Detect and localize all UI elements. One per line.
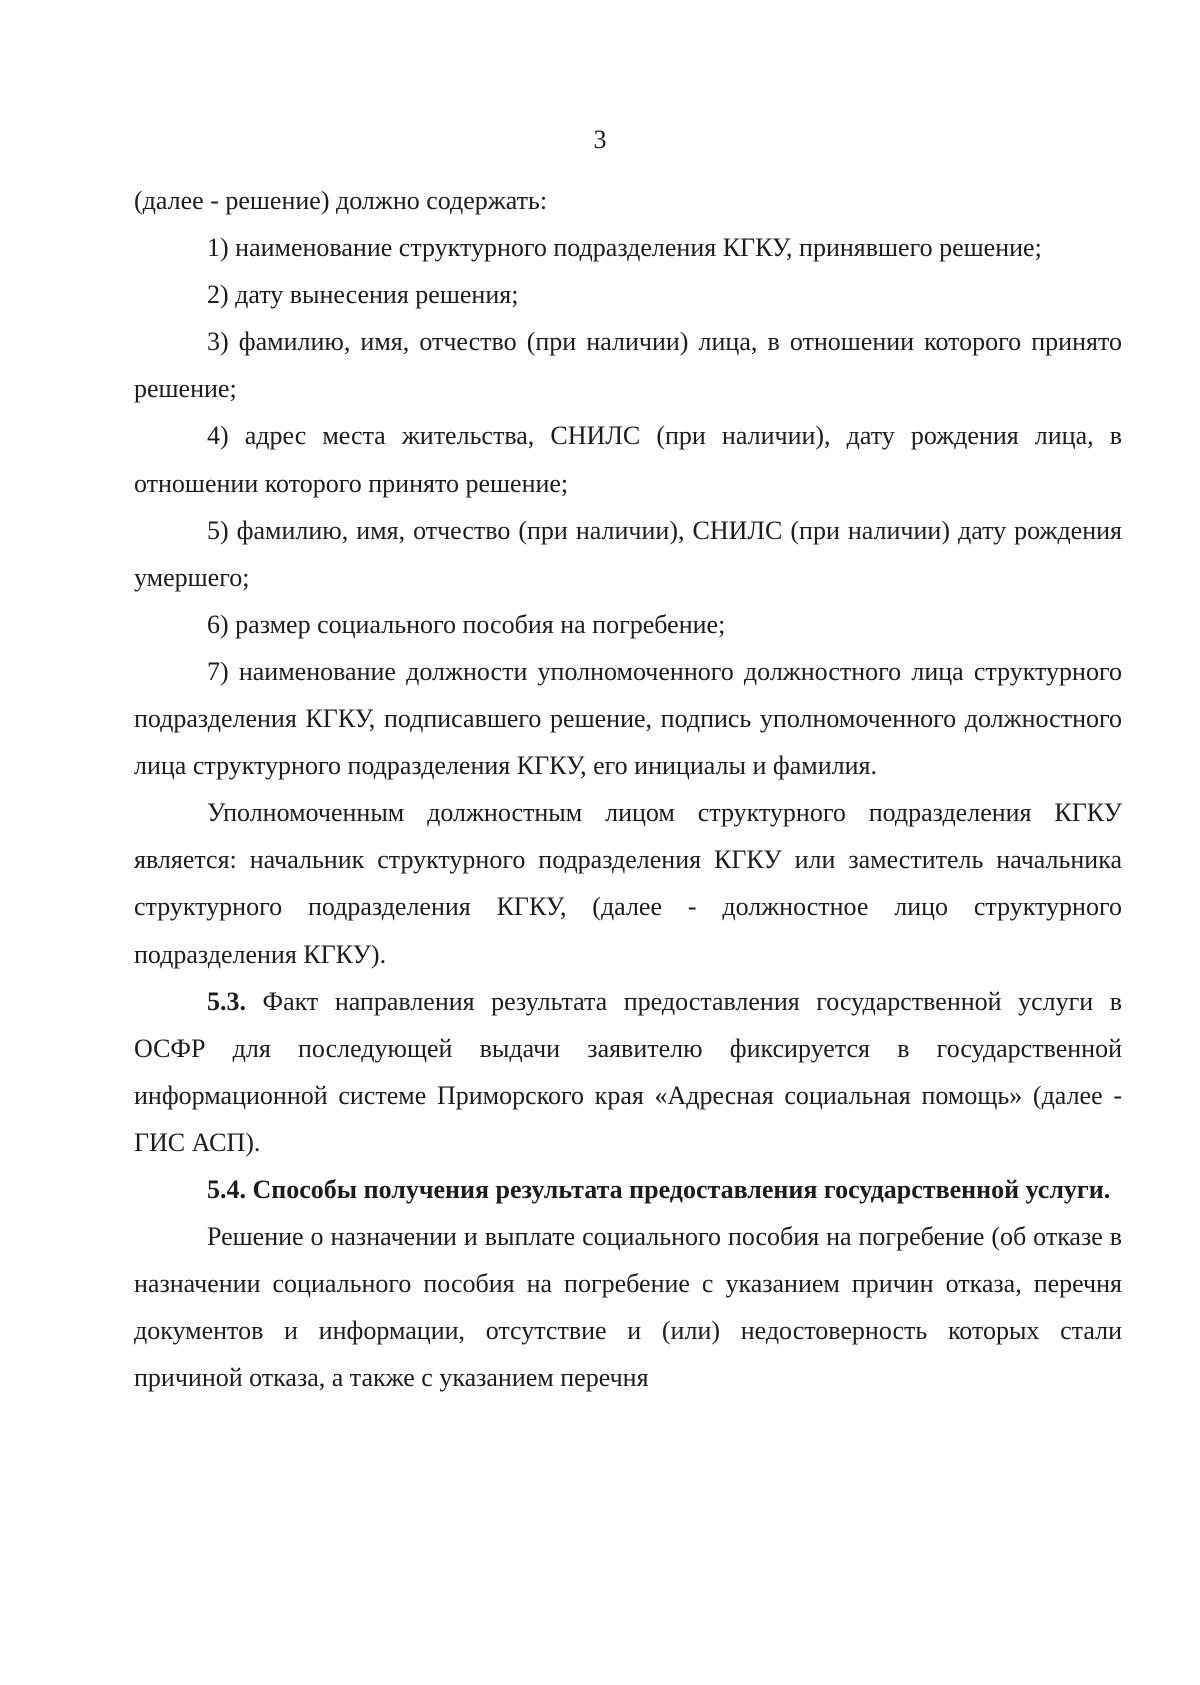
- section-5-3: [134, 978, 1122, 1166]
- list-item-7: 7) наименование должности уполномоченного должностного лица структурного подразделения КГКУ, подписавшего решение, подпись уполномоченного должностного лица структурного подразделения КГКУ, его инициалы и фамилия.: [134, 656, 1122, 781]
- list-item-6: 6) размер социального пособия на погребение;: [207, 609, 726, 639]
- paragraph-decision: Решение о назначении и выплате социального пособия на погребение (об отказе в назначении социального пособия на погребение с указанием причин отказа, перечня документов и информации, отсутствие и (или) недостоверность которых стали причиной отказа, а также с указанием перечня: [134, 1222, 1122, 1393]
- section-5-3-number: 5.3.: [207, 986, 246, 1016]
- list-item-1: 1) наименование структурного подразделения КГКУ, принявшего решение;: [207, 233, 1042, 263]
- paragraph-authorized-official: Уполномоченным должностным лицом структурного подразделения КГКУ является: начальник структурного подразделения КГКУ или заместитель начальника структурного подразделения КГКУ, (далее - должностное лицо структурного подразделения КГКУ).: [134, 798, 1122, 969]
- section-5-4-heading-text: 5.4. Способы получения результата предоставления государственной услуги.: [207, 1174, 1111, 1204]
- document-body: [134, 177, 1122, 1401]
- page-number: 3: [593, 125, 607, 154]
- paragraph-intro: (далее - решение) должно содержать:: [134, 186, 548, 215]
- list-item-4: 4) адрес места жительства, СНИЛС (при наличии), дату рождения лица, в отношении которого принято решение;: [134, 421, 1122, 498]
- list-item-2: 2) дату вынесения решения;: [207, 280, 519, 310]
- list-item-5: 5) фамилию, имя, отчество (при наличии), СНИЛС (при наличии) дату рождения умершего;: [134, 515, 1122, 592]
- list-item-3: 3) фамилию, имя, отчество (при наличии) лица, в отношении которого принято решение;: [134, 327, 1122, 404]
- section-5-4-heading: [134, 1166, 1122, 1213]
- section-5-3-text: Факт направления результата предоставления государственной услуги в ОСФР для последующей выдачи заявителю фиксируется в государственной информационной системе Приморского края «Адресная социальная помощь» (далее - ГИС АСП).: [134, 986, 1123, 1157]
